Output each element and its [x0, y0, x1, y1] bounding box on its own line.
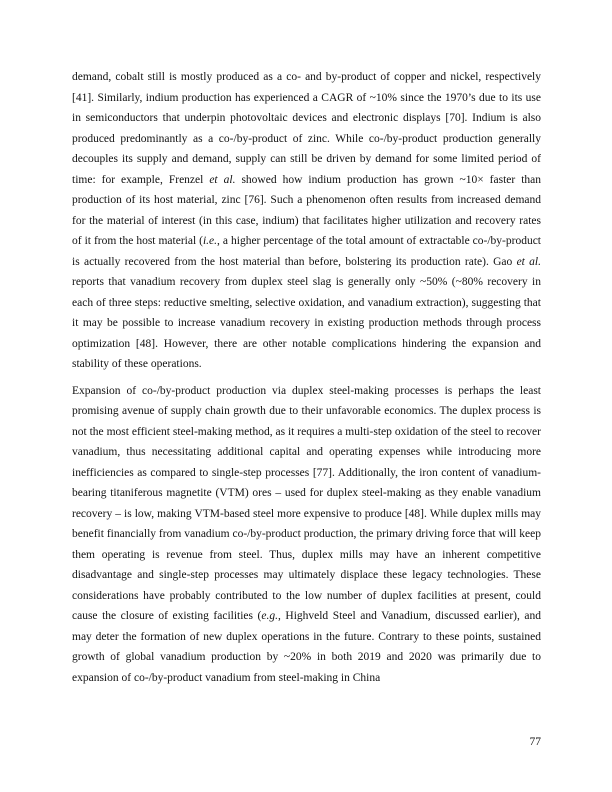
paragraph-1-italic: et al.: [209, 173, 236, 186]
paragraph-1-text: reports that vanadium recovery from duplex steel slag is generally only ~50% (~80% recovery in each of three steps: reductive smelting, selective oxidation, and vanadium extraction), suggesting that it may be possible to increase vanadium recovery in existing production methods through process optimization [48]. However, there are other notable complications hindering the expansion and stability of these operations.: [72, 276, 541, 370]
paragraph-1-italic: i.e.: [202, 235, 218, 247]
paragraph-2-text: , Highveld Steel and Vanadium, discussed earlier), and may deter the formation of new duplex operations in the future. Contrary to these points, sustained growth of global vanadium production by ~20% in both 2019 and 2020 was primarily due to expansion of co-/by-product vanadium from steel-making in China: [72, 610, 541, 684]
paragraph-1: [72, 67, 541, 375]
paragraph-2-text: Expansion of co-/by-product production via duplex steel-making processes is perhaps the least promising avenue of supply chain growth due to their unfavorable economics. The duplex process is not the most efficient steel-making method, as it requires a multi-step oxidation of the steel to recover vanadium, thus necessitating additional capital and operating expenses while introducing more inefficiencies as compared to single-step processes [77]. Additionally, the iron content of vanadium-bearing titaniferous magnetite (VTM) ores – used for duplex steel-making as they enable vanadium recovery – is low, making VTM-based steel more expensive to produce [48]. While duplex mills may benefit financially from vanadium co-/by-product production, the primary driving force that will keep them operating is revenue from steel. Thus, duplex mills may have an inherent competitive disadvantage and single-step processes may ultimately displace these legacy technologies. These considerations have probably contributed to the low number of duplex facilities at present, could cause the closure of existing facilities (: [72, 384, 541, 622]
page-number: 77: [529, 736, 541, 748]
paragraph-2: [72, 381, 541, 689]
paragraph-1-text: , a higher percentage of the total amount of extractable co-/by-product is actually recovered from the host material than before, bolstering its production rate). Gao: [72, 235, 541, 268]
paragraph-1-italic: et al.: [516, 255, 541, 268]
paragraph-2-italic: e.g.: [261, 610, 278, 622]
paragraph-1-text: showed how indium production has grown ~10× faster than production of its host material, zinc [76]. Such a phenomenon often results from increased demand for the material of interest (in this case, indium) that facilitates higher utilization and recovery rates of it from the host material (: [72, 173, 542, 247]
body-text: [72, 67, 541, 688]
paragraph-1-text: demand, cobalt still is mostly produced as a co- and by-product of copper and nickel, respectively [41]. Similarly, indium production has experienced a CAGR of ~10% since the 1970’s due to its use in semiconductors that underpin photovoltaic devices and electronic displays [70]. Indium is also produced predominantly as a co-/by-product of zinc. While co-/by-product production generally decouples its supply and demand, supply can still be driven by demand for some limited period of time: for example, Frenzel: [72, 71, 541, 186]
